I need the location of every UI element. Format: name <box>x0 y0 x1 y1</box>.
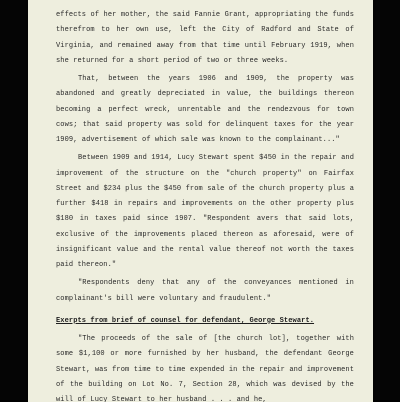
paragraph-continuation: effects of her mother, the said Fannie Grant, appropriating the funds therefrom to her own use, left the City of Radford and State of Virginia, and remained away from that time until February 1919, when she returned for a short period of two or three weeks. <box>56 11 354 65</box>
paragraph-repairs-expenses: Between 1909 and 1914, Lucy Stewart spent $450 in the repair and improvement of the structure on the "church property" on Fairfax Street and $234 plus the $450 from sale of the church property plus a further $418 in repairs and improvements on the other property plus $180 in taxes paid since 1907. "Respondent avers that said lots, exclusive of the improvements placed thereon as aforesaid, were of insignificant value and the rental value thereof not worth the taxes paid thereon." <box>56 154 354 269</box>
paragraph-respondents-deny: "Respondents deny that any of the conveyances mentioned in complainant's bill were voluntary and fraudulent." <box>56 279 354 303</box>
paragraph-property-abandoned: That, between the years 1906 and 1909, the property was abandoned and greatly depreciated in value, the buildings thereon becoming a perfect wreck, unrentable and the rendezvous for town cows; that said property was sold for delinquent taxes for the year 1909, advertisement of which sale was known to the complainant..." <box>56 75 354 144</box>
paragraph-brief-excerpt: "The proceeds of the sale of [the church lot], together with some $1,100 or more furnished by her husband, the defendant George Stewart, was from time to time expended in the repair and improvement of the building on Lot No. 7, Section 28, which was devised by the will of Lucy Stewart to her husband . . . and he, <box>56 335 354 402</box>
document-body <box>56 8 354 402</box>
document-page <box>28 0 373 402</box>
section-heading: Exerpts from brief of counsel for defendant, George Stewart. <box>56 316 315 325</box>
